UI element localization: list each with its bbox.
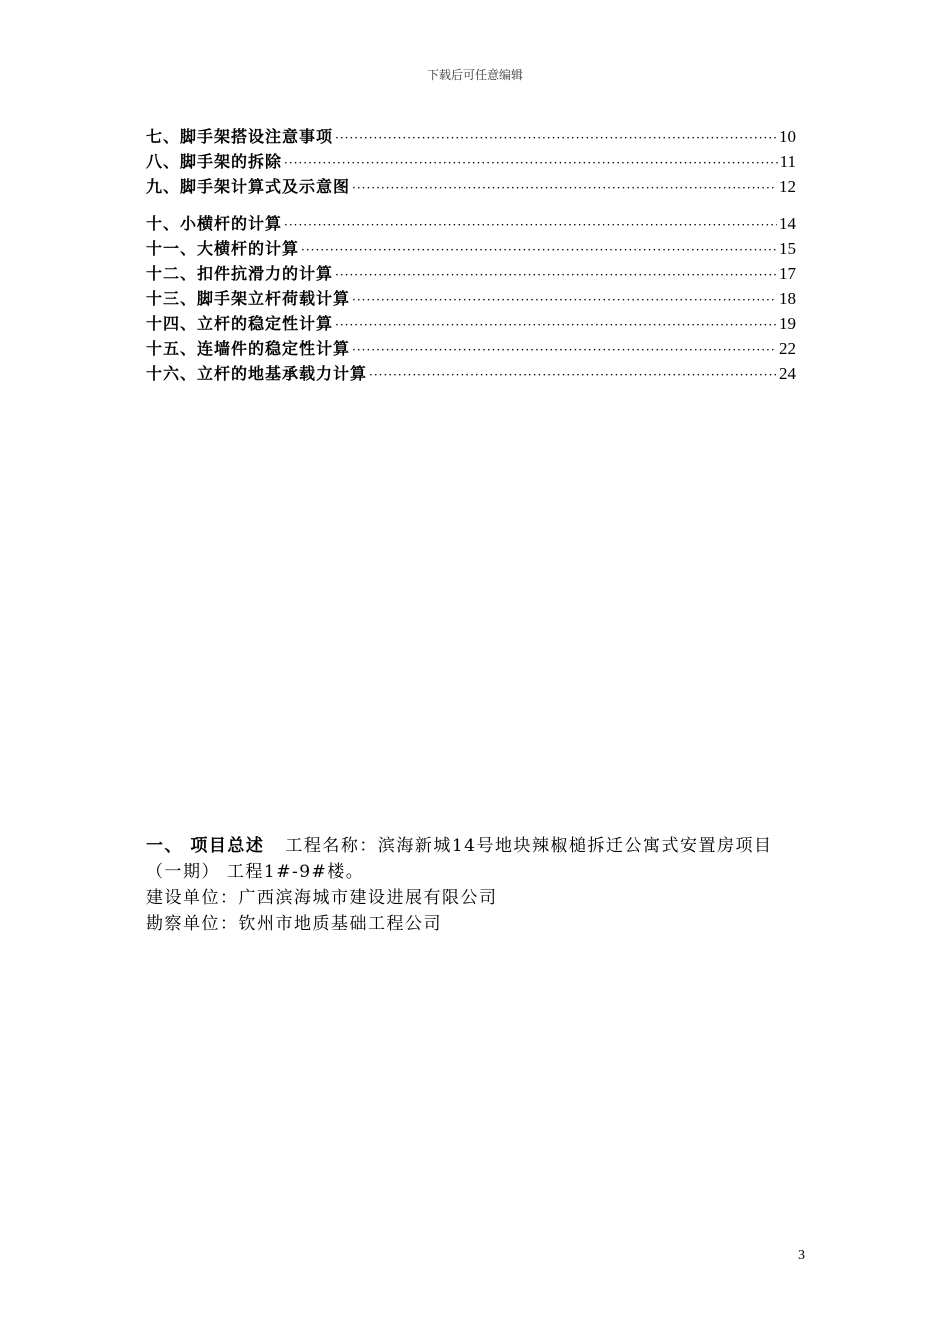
toc-dot-leader: [284, 151, 778, 175]
toc-item: [146, 262, 796, 286]
toc-item: [146, 150, 796, 174]
toc-item-page: 11: [779, 152, 796, 171]
toc-item: [146, 212, 796, 236]
toc-dot-leader: [352, 176, 777, 200]
toc-dot-leader: [352, 338, 777, 362]
toc-item-page: 22: [779, 339, 796, 358]
toc-dot-leader: [284, 213, 777, 237]
toc-item-label: 七、脚手架搭设注意事项: [146, 127, 334, 146]
section-heading: 一、 项目总述: [146, 836, 265, 856]
toc-item-page: 12: [779, 177, 796, 196]
toc-item: [146, 237, 796, 261]
toc-item: [146, 125, 796, 149]
toc-item-page: 17: [779, 264, 796, 283]
toc-item-page: 14: [779, 214, 796, 233]
overview-line-3: 建设单位：广西滨海城市建设进展有限公司: [146, 888, 498, 908]
toc-item: [146, 362, 796, 386]
page-number: 3: [798, 1248, 805, 1263]
toc-item-label: 十一、大横杆的计算: [146, 239, 300, 258]
toc-item-label: 十五、连墙件的稳定性计算: [146, 339, 351, 358]
page-header: 下载后可任意编辑: [426, 68, 523, 82]
toc-dot-leader: [301, 238, 777, 262]
toc-item-label: 十、小横杆的计算: [146, 214, 283, 233]
toc-item-label: 八、脚手架的拆除: [146, 152, 283, 171]
toc-item-label: 十二、扣件抗滑力的计算: [146, 264, 334, 283]
toc-dot-leader: [335, 263, 777, 287]
toc-item-label: 九、脚手架计算式及示意图: [146, 177, 351, 196]
toc-item: [146, 337, 796, 361]
toc-item-page: 19: [779, 314, 796, 333]
overview-line-2: （一期） 工程1#-9#楼。: [146, 862, 365, 882]
toc-item-page: 10: [779, 127, 796, 146]
toc-item: [146, 287, 796, 311]
toc-dot-leader: [352, 288, 777, 312]
toc-item: [146, 312, 796, 336]
toc-item-page: 24: [779, 364, 796, 383]
toc-item-label: 十三、脚手架立杆荷载计算: [146, 289, 351, 308]
toc-item-label: 十四、立杆的稳定性计算: [146, 314, 334, 333]
toc-item-label: 十六、立杆的地基承载力计算: [146, 364, 368, 383]
project-name-text: 工程名称：滨海新城14号地块辣椒槌拆迁公寓式安置房项目: [285, 836, 773, 856]
toc-item: [146, 175, 796, 199]
project-overview: [146, 833, 796, 937]
toc-dot-leader: [335, 126, 777, 150]
toc-item-page: 15: [779, 239, 796, 258]
overview-line-1: [146, 833, 796, 859]
toc-dot-leader: [335, 313, 777, 337]
toc-item-page: 18: [779, 289, 796, 308]
overview-line-4: 勘察单位：钦州市地质基础工程公司: [146, 914, 442, 934]
toc-dot-leader: [369, 363, 777, 387]
